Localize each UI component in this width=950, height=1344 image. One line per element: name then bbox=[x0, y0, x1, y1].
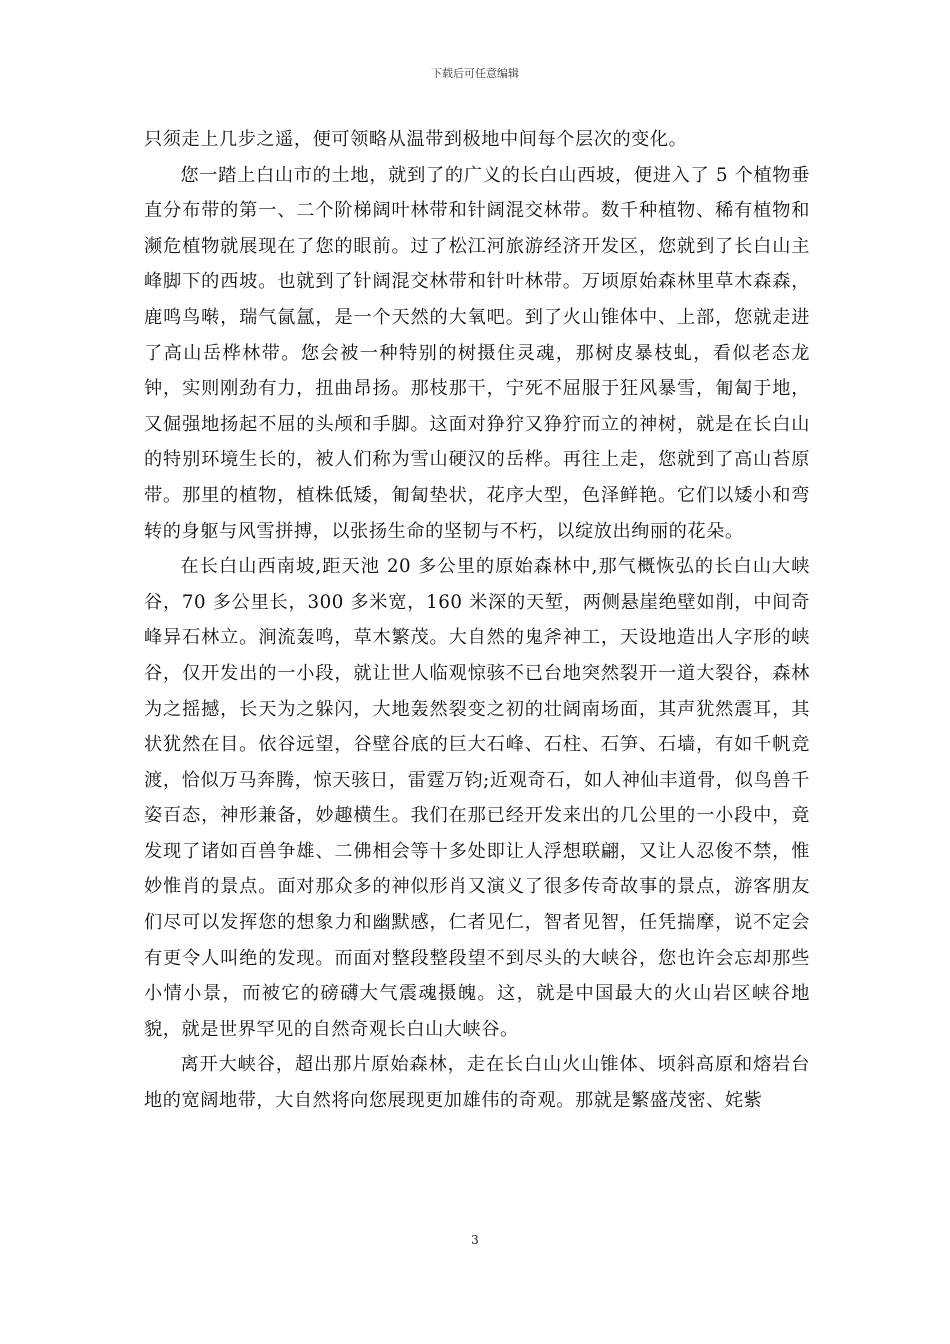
paragraph-leaving-canyon: 离开大峡谷，超出那片原始森林，走在长白山火山锥体、顷斜高原和熔岩台地的宽阔地带，大自然将向您展现更加雄伟的奇观。那就是繁盛茂密、姹紫 bbox=[144, 1054, 810, 1112]
page-header: 下载后可任意编辑 bbox=[431, 67, 519, 80]
document-body bbox=[144, 122, 810, 1119]
paragraph-grand-canyon: 在长白山西南坡,距天池 20 多公里的原始森林中,那气概恢弘的长白山大峡谷，70 多公里长，300 多米宽，160 米深的天堑，两侧悬崖绝壁如削，中间奇峰异石林立。涧流轰鸣，草木繁茂。大自然的鬼斧神工，天设地造出人字形的峡谷，仅开发出的一小段，就让世人临观惊骇不已台地突然裂开一道大裂谷，森林为之摇撼，长天为之躲闪，大地轰然裂变之初的壮阔南场面，其声犹然震耳，其状犹然在目。依谷远望，谷壁谷底的巨大石峰、石柱、石笋、石墙，有如千帆竞渡，恰似万马奔腾，惊天骇日，雷霆万钧;近观奇石，如人神仙丰道骨，似鸟兽千姿百态，神形兼备，妙趣横生。我们在那已经开发来出的几公里的一小段中，竟发现了诸如百兽争雄、二佛相会等十多处即让人浮想联翩，又让人忍俊不禁，惟妙惟肖的景点。面对那众多的神似形肖又演义了很多传奇故事的景点，游客朋友们尽可以发挥您的想象力和幽默感，仁者见仁，智者见智，任凭揣摩，说不定会有更令人叫绝的发现。而面对整段整段望不到尽头的大峡谷，您也许会忘却那些小情小景，而被它的磅礴大气震魂摄魄。这，就是中国最大的火山岩区峡谷地貌，就是世界罕见的自然奇观长白山大峡谷。 bbox=[144, 556, 810, 1040]
paragraph-west-slope: 您一踏上白山市的土地，就到了的广义的长白山西坡，便进入了 5 个植物垂直分布带的第一、二个阶梯阔叶林带和针阔混交林带。数千种植物、稀有植物和濒危植物就展现在了您的眼前。过了松江河旅游经济开发区，您就到了长白山主峰脚下的西坡。也就到了针阔混交林带和针叶林带。万顷原始森林里草木森森，鹿鸣鸟啭，瑞气氤氲，是一个天然的大氧吧。到了火山锥体中、上部，您就走进了高山岳桦林带。您会被一种特别的树摄住灵魂，那树皮暴枝虬，看似老态龙钟，实则刚劲有力，扭曲昂扬。那枝那干，宁死不屈服于狂风暴雪，匍匐于地，又倔强地扬起不屈的头颅和手脚。这面对狰狞又狰狞而立的神树，就是在长白山的特别环境生长的，被人们称为雪山硬汉的岳桦。再往上走，您就到了高山苔原带。那里的植物，植株低矮，匍匐垫状，花序大型，色泽鲜艳。它们以矮小和弯转的身躯与风雪拼搏，以张扬生命的坚韧与不朽，以绽放出绚丽的花朵。 bbox=[144, 164, 810, 542]
page-number: 3 bbox=[471, 1233, 479, 1247]
paragraph-continuation: 只须走上几步之遥，便可领略从温带到极地中间每个层次的变化。 bbox=[144, 129, 688, 150]
